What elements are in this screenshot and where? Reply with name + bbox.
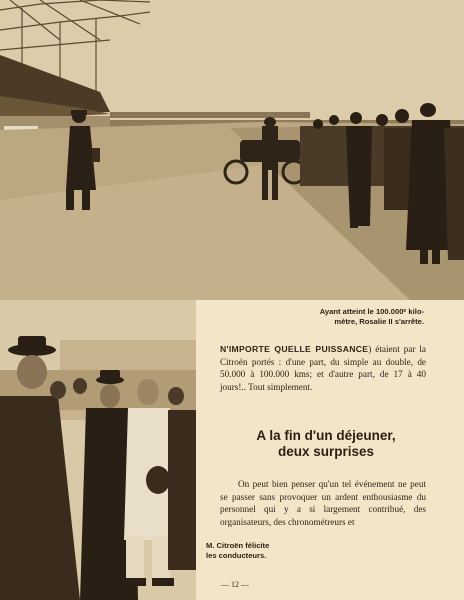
congratulations-scene xyxy=(0,300,196,600)
section-heading xyxy=(206,428,446,460)
paragraph-2: On peut bien penser qu'un tel événement ne peut se passer sans provoquer un ardent enthousiasme du personnel qui y a si largement contribué, des organisateurs, des chronométreurs et xyxy=(220,479,426,527)
paragraph-1 xyxy=(220,343,426,393)
section-heading-line1: A la fin d'un déjeuner, xyxy=(256,428,396,443)
paragraph-1-body: ) étaient par la Citroën portés : d'une part, du simple au double, de 50.000 à 100.000 kms; et d'autre part, de 17 à 40 jours!.. Tout simplement. xyxy=(220,344,427,392)
page-number: — 12 — xyxy=(221,580,249,589)
caption-top-line1: Ayant atteint le 100.000ᵉ kilo- xyxy=(319,307,424,316)
photo-congratulations xyxy=(0,300,196,600)
caption-bottom-line1: M. Citroën félicite xyxy=(206,541,270,550)
caption-bottom-line2: les conducteurs. xyxy=(206,551,267,560)
paragraph-1-lead: N'IMPORTE QUELLE PUISSANCE xyxy=(220,344,369,354)
caption-top-line2: mètre, Rosalie II s'arrête. xyxy=(334,317,424,326)
caption-bottom xyxy=(206,541,326,561)
caption-top xyxy=(206,307,424,327)
section-heading-line2: deux surprises xyxy=(277,444,375,459)
